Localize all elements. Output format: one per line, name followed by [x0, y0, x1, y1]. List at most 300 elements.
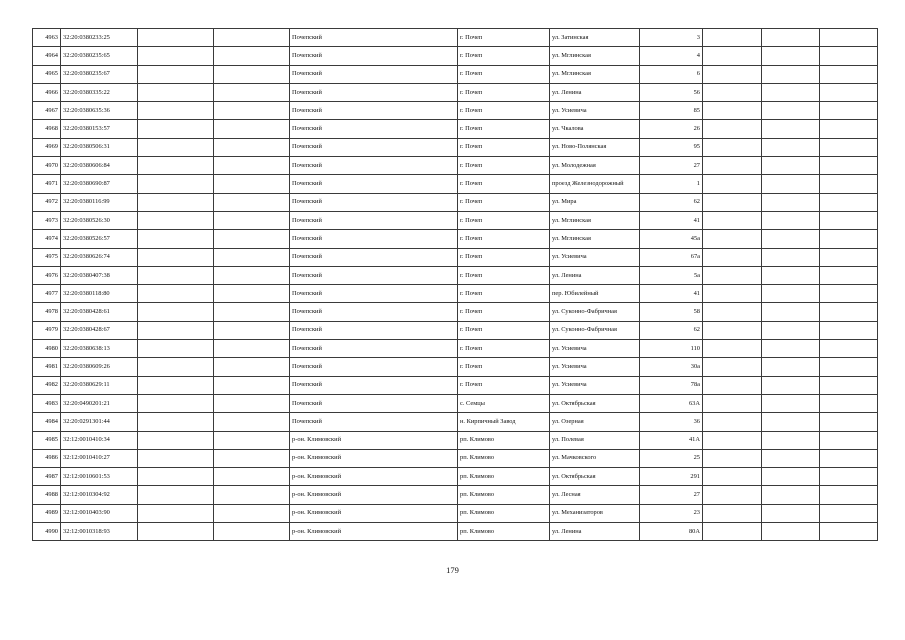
district-cell: Почепский [290, 266, 458, 284]
house-number-cell: 27 [640, 157, 703, 175]
empty-cell [138, 413, 214, 431]
empty-cell [214, 230, 290, 248]
empty-cell [762, 321, 820, 339]
record-number-cell: 4984 [33, 413, 61, 431]
record-number-cell: 4964 [33, 47, 61, 65]
empty-cell [762, 248, 820, 266]
empty-cell [762, 358, 820, 376]
empty-cell [138, 65, 214, 83]
empty-cell [703, 394, 762, 412]
cadastral-number-cell: 32:20:0380690:87 [61, 175, 138, 193]
cadastral-number-cell: 32:20:0490201:21 [61, 394, 138, 412]
table-row [33, 376, 878, 394]
district-cell: Почепский [290, 376, 458, 394]
house-number-cell: 26 [640, 120, 703, 138]
empty-cell [703, 211, 762, 229]
record-number-cell: 4973 [33, 211, 61, 229]
locality-cell: рп. Климово [458, 486, 550, 504]
empty-cell [138, 157, 214, 175]
house-number-cell: 291 [640, 468, 703, 486]
empty-cell [703, 486, 762, 504]
locality-cell: г. Почеп [458, 47, 550, 65]
empty-cell [138, 449, 214, 467]
empty-cell [820, 468, 878, 486]
district-cell: Почепский [290, 65, 458, 83]
district-cell: Почепский [290, 120, 458, 138]
house-number-cell: 3 [640, 29, 703, 47]
empty-cell [138, 138, 214, 156]
empty-cell [214, 102, 290, 120]
empty-cell [214, 321, 290, 339]
house-number-cell: 67а [640, 248, 703, 266]
empty-cell [762, 285, 820, 303]
empty-cell [138, 486, 214, 504]
record-number-cell: 4990 [33, 523, 61, 541]
cadastral-number-cell: 32:20:0380235:67 [61, 65, 138, 83]
record-number-cell: 4971 [33, 175, 61, 193]
empty-cell [762, 157, 820, 175]
locality-cell: г. Почеп [458, 157, 550, 175]
locality-cell: г. Почеп [458, 376, 550, 394]
table-row [33, 285, 878, 303]
empty-cell [703, 321, 762, 339]
record-number-cell: 4967 [33, 102, 61, 120]
house-number-cell: 1 [640, 175, 703, 193]
table-row [33, 394, 878, 412]
empty-cell [703, 47, 762, 65]
district-cell: Почепский [290, 285, 458, 303]
cadastral-number-cell: 32:20:0380606:84 [61, 157, 138, 175]
cadastral-number-cell: 32:12:0010410:27 [61, 449, 138, 467]
table-row [33, 230, 878, 248]
empty-cell [762, 29, 820, 47]
empty-cell [762, 211, 820, 229]
locality-cell: н. Кирпичный Завод [458, 413, 550, 431]
locality-cell: рп. Климово [458, 468, 550, 486]
locality-cell: г. Почеп [458, 303, 550, 321]
empty-cell [820, 285, 878, 303]
street-cell: ул. Мглинская [550, 230, 640, 248]
district-cell: Почепский [290, 230, 458, 248]
house-number-cell: 62 [640, 321, 703, 339]
house-number-cell: 25 [640, 449, 703, 467]
empty-cell [703, 193, 762, 211]
empty-cell [703, 449, 762, 467]
empty-cell [762, 266, 820, 284]
registry-table-body [33, 29, 878, 541]
street-cell: ул. Молодежная [550, 157, 640, 175]
street-cell: ул. Механизаторов [550, 504, 640, 522]
empty-cell [214, 29, 290, 47]
table-row [33, 211, 878, 229]
street-cell: ул. Лесная [550, 486, 640, 504]
empty-cell [703, 358, 762, 376]
empty-cell [138, 102, 214, 120]
record-number-cell: 4982 [33, 376, 61, 394]
empty-cell [762, 394, 820, 412]
table-row [33, 468, 878, 486]
empty-cell [820, 394, 878, 412]
street-cell: ул. Затинская [550, 29, 640, 47]
district-cell: Почепский [290, 138, 458, 156]
empty-cell [703, 285, 762, 303]
empty-cell [214, 157, 290, 175]
house-number-cell: 62 [640, 193, 703, 211]
empty-cell [138, 394, 214, 412]
table-row [33, 413, 878, 431]
empty-cell [138, 193, 214, 211]
document-sheet [32, 28, 877, 541]
house-number-cell: 6 [640, 65, 703, 83]
district-cell: Почепский [290, 321, 458, 339]
street-cell: ул. Октябрьская [550, 394, 640, 412]
cadastral-number-cell: 32:20:0380428:61 [61, 303, 138, 321]
cadastral-number-cell: 32:20:0380609:26 [61, 358, 138, 376]
locality-cell: г. Почеп [458, 248, 550, 266]
empty-cell [703, 138, 762, 156]
record-number-cell: 4974 [33, 230, 61, 248]
table-row [33, 431, 878, 449]
cadastral-number-cell: 32:12:0010318:93 [61, 523, 138, 541]
street-cell: ул. Октябрьская [550, 468, 640, 486]
empty-cell [762, 175, 820, 193]
district-cell: р-он. Климовский [290, 504, 458, 522]
house-number-cell: 110 [640, 340, 703, 358]
district-cell: Почепский [290, 193, 458, 211]
table-row [33, 486, 878, 504]
empty-cell [138, 47, 214, 65]
locality-cell: г. Почеп [458, 193, 550, 211]
empty-cell [762, 340, 820, 358]
street-cell: ул. Мачковского [550, 449, 640, 467]
empty-cell [138, 523, 214, 541]
empty-cell [820, 266, 878, 284]
house-number-cell: 27 [640, 486, 703, 504]
empty-cell [820, 157, 878, 175]
empty-cell [214, 486, 290, 504]
table-row [33, 303, 878, 321]
empty-cell [138, 340, 214, 358]
cadastral-number-cell: 32:20:0380235:65 [61, 47, 138, 65]
empty-cell [214, 523, 290, 541]
house-number-cell: 56 [640, 83, 703, 101]
empty-cell [138, 285, 214, 303]
locality-cell: г. Почеп [458, 230, 550, 248]
street-cell: ул. Ленина [550, 523, 640, 541]
property-registry-table [32, 28, 878, 541]
cadastral-number-cell: 32:20:0380635:36 [61, 102, 138, 120]
street-cell: ул. Мира [550, 193, 640, 211]
empty-cell [214, 431, 290, 449]
district-cell: р-он. Климовский [290, 486, 458, 504]
empty-cell [762, 376, 820, 394]
table-row [33, 504, 878, 522]
empty-cell [138, 303, 214, 321]
empty-cell [703, 340, 762, 358]
street-cell: ул. Озерная [550, 413, 640, 431]
empty-cell [703, 102, 762, 120]
house-number-cell: 63А [640, 394, 703, 412]
empty-cell [762, 486, 820, 504]
locality-cell: г. Почеп [458, 175, 550, 193]
empty-cell [820, 248, 878, 266]
empty-cell [138, 504, 214, 522]
empty-cell [138, 431, 214, 449]
house-number-cell: 45а [640, 230, 703, 248]
empty-cell [820, 303, 878, 321]
empty-cell [214, 65, 290, 83]
district-cell: Почепский [290, 102, 458, 120]
record-number-cell: 4987 [33, 468, 61, 486]
empty-cell [138, 29, 214, 47]
table-row [33, 321, 878, 339]
street-cell: ул. Чкалова [550, 120, 640, 138]
table-row [33, 138, 878, 156]
cadastral-number-cell: 32:20:0380335:22 [61, 83, 138, 101]
table-row [33, 266, 878, 284]
empty-cell [762, 504, 820, 522]
house-number-cell: 4 [640, 47, 703, 65]
empty-cell [820, 523, 878, 541]
empty-cell [820, 449, 878, 467]
empty-cell [703, 29, 762, 47]
empty-cell [820, 431, 878, 449]
cadastral-number-cell: 32:20:0380428:67 [61, 321, 138, 339]
table-row [33, 358, 878, 376]
district-cell: Почепский [290, 340, 458, 358]
locality-cell: г. Почеп [458, 266, 550, 284]
table-row [33, 449, 878, 467]
table-row [33, 65, 878, 83]
street-cell: ул. Мглинская [550, 47, 640, 65]
locality-cell: с. Семцы [458, 394, 550, 412]
house-number-cell: 80А [640, 523, 703, 541]
empty-cell [762, 303, 820, 321]
empty-cell [703, 266, 762, 284]
street-cell: ул. Ленина [550, 266, 640, 284]
empty-cell [214, 138, 290, 156]
empty-cell [214, 449, 290, 467]
cadastral-number-cell: 32:12:0010403:90 [61, 504, 138, 522]
district-cell: Почепский [290, 211, 458, 229]
empty-cell [703, 65, 762, 83]
record-number-cell: 4988 [33, 486, 61, 504]
empty-cell [820, 376, 878, 394]
street-cell: ул. Мглинская [550, 65, 640, 83]
house-number-cell: 78а [640, 376, 703, 394]
table-row [33, 193, 878, 211]
table-row [33, 47, 878, 65]
cadastral-number-cell: 32:12:0010410:34 [61, 431, 138, 449]
empty-cell [138, 248, 214, 266]
cadastral-number-cell: 32:20:0380506:31 [61, 138, 138, 156]
empty-cell [214, 193, 290, 211]
locality-cell: рп. Климово [458, 523, 550, 541]
district-cell: Почепский [290, 303, 458, 321]
empty-cell [820, 29, 878, 47]
table-row [33, 157, 878, 175]
locality-cell: г. Почеп [458, 102, 550, 120]
cadastral-number-cell: 32:20:0291301:44 [61, 413, 138, 431]
empty-cell [214, 358, 290, 376]
record-number-cell: 4981 [33, 358, 61, 376]
empty-cell [762, 413, 820, 431]
locality-cell: г. Почеп [458, 29, 550, 47]
empty-cell [214, 120, 290, 138]
record-number-cell: 4979 [33, 321, 61, 339]
house-number-cell: 30а [640, 358, 703, 376]
district-cell: р-он. Климовский [290, 449, 458, 467]
house-number-cell: 41 [640, 211, 703, 229]
cadastral-number-cell: 32:20:0380233:25 [61, 29, 138, 47]
empty-cell [214, 83, 290, 101]
empty-cell [214, 340, 290, 358]
empty-cell [820, 230, 878, 248]
table-row [33, 340, 878, 358]
record-number-cell: 4972 [33, 193, 61, 211]
locality-cell: рп. Климово [458, 504, 550, 522]
empty-cell [762, 449, 820, 467]
empty-cell [820, 175, 878, 193]
empty-cell [820, 321, 878, 339]
empty-cell [762, 193, 820, 211]
empty-cell [214, 468, 290, 486]
empty-cell [703, 523, 762, 541]
district-cell: Почепский [290, 394, 458, 412]
cadastral-number-cell: 32:20:0380626:74 [61, 248, 138, 266]
cadastral-number-cell: 32:20:0380638:13 [61, 340, 138, 358]
record-number-cell: 4965 [33, 65, 61, 83]
table-row [33, 120, 878, 138]
cadastral-number-cell: 32:20:0380629:11 [61, 376, 138, 394]
record-number-cell: 4989 [33, 504, 61, 522]
cadastral-number-cell: 32:12:0010601:53 [61, 468, 138, 486]
district-cell: Почепский [290, 358, 458, 376]
empty-cell [214, 175, 290, 193]
street-cell: ул. Ленина [550, 83, 640, 101]
empty-cell [138, 120, 214, 138]
record-number-cell: 4980 [33, 340, 61, 358]
empty-cell [703, 157, 762, 175]
empty-cell [762, 83, 820, 101]
empty-cell [762, 138, 820, 156]
district-cell: р-он. Климовский [290, 523, 458, 541]
empty-cell [138, 83, 214, 101]
district-cell: р-он. Климовский [290, 468, 458, 486]
house-number-cell: 41А [640, 431, 703, 449]
record-number-cell: 4969 [33, 138, 61, 156]
empty-cell [703, 248, 762, 266]
district-cell: р-он. Климовский [290, 431, 458, 449]
empty-cell [138, 321, 214, 339]
empty-cell [214, 47, 290, 65]
empty-cell [762, 230, 820, 248]
street-cell: ул. Мглинская [550, 211, 640, 229]
empty-cell [820, 83, 878, 101]
empty-cell [820, 413, 878, 431]
record-number-cell: 4983 [33, 394, 61, 412]
empty-cell [138, 175, 214, 193]
house-number-cell: 23 [640, 504, 703, 522]
locality-cell: г. Почеп [458, 285, 550, 303]
empty-cell [820, 504, 878, 522]
record-number-cell: 4968 [33, 120, 61, 138]
cadastral-number-cell: 32:12:0010304:92 [61, 486, 138, 504]
empty-cell [703, 504, 762, 522]
empty-cell [138, 376, 214, 394]
empty-cell [762, 431, 820, 449]
street-cell: ул. Ново-Полянская [550, 138, 640, 156]
district-cell: Почепский [290, 157, 458, 175]
cadastral-number-cell: 32:20:0380118:80 [61, 285, 138, 303]
cadastral-number-cell: 32:20:0380526:57 [61, 230, 138, 248]
empty-cell [820, 102, 878, 120]
table-row [33, 175, 878, 193]
empty-cell [214, 376, 290, 394]
cadastral-number-cell: 32:20:0380407:38 [61, 266, 138, 284]
empty-cell [703, 468, 762, 486]
house-number-cell: 58 [640, 303, 703, 321]
empty-cell [214, 394, 290, 412]
house-number-cell: 5а [640, 266, 703, 284]
table-row [33, 102, 878, 120]
district-cell: Почепский [290, 29, 458, 47]
record-number-cell: 4978 [33, 303, 61, 321]
empty-cell [214, 248, 290, 266]
empty-cell [820, 358, 878, 376]
locality-cell: г. Почеп [458, 358, 550, 376]
street-cell: ул. Суконно-Фабричная [550, 303, 640, 321]
empty-cell [138, 266, 214, 284]
record-number-cell: 4966 [33, 83, 61, 101]
record-number-cell: 4970 [33, 157, 61, 175]
empty-cell [820, 138, 878, 156]
locality-cell: г. Почеп [458, 340, 550, 358]
locality-cell: г. Почеп [458, 83, 550, 101]
record-number-cell: 4977 [33, 285, 61, 303]
empty-cell [820, 120, 878, 138]
house-number-cell: 41 [640, 285, 703, 303]
empty-cell [820, 65, 878, 83]
locality-cell: г. Почеп [458, 65, 550, 83]
street-cell: ул. Усиевича [550, 376, 640, 394]
locality-cell: г. Почеп [458, 321, 550, 339]
empty-cell [214, 303, 290, 321]
street-cell: проезд Железнодорожный [550, 175, 640, 193]
street-cell: ул. Усиевича [550, 340, 640, 358]
locality-cell: рп. Климово [458, 431, 550, 449]
record-number-cell: 4986 [33, 449, 61, 467]
record-number-cell: 4963 [33, 29, 61, 47]
street-cell: ул. Усиевича [550, 248, 640, 266]
empty-cell [703, 376, 762, 394]
empty-cell [820, 193, 878, 211]
empty-cell [138, 468, 214, 486]
empty-cell [214, 211, 290, 229]
district-cell: Почепский [290, 47, 458, 65]
empty-cell [762, 102, 820, 120]
district-cell: Почепский [290, 175, 458, 193]
street-cell: ул. Усиевича [550, 358, 640, 376]
record-number-cell: 4975 [33, 248, 61, 266]
locality-cell: г. Почеп [458, 138, 550, 156]
record-number-cell: 4985 [33, 431, 61, 449]
empty-cell [703, 230, 762, 248]
empty-cell [138, 211, 214, 229]
district-cell: Почепский [290, 248, 458, 266]
empty-cell [138, 358, 214, 376]
empty-cell [820, 486, 878, 504]
